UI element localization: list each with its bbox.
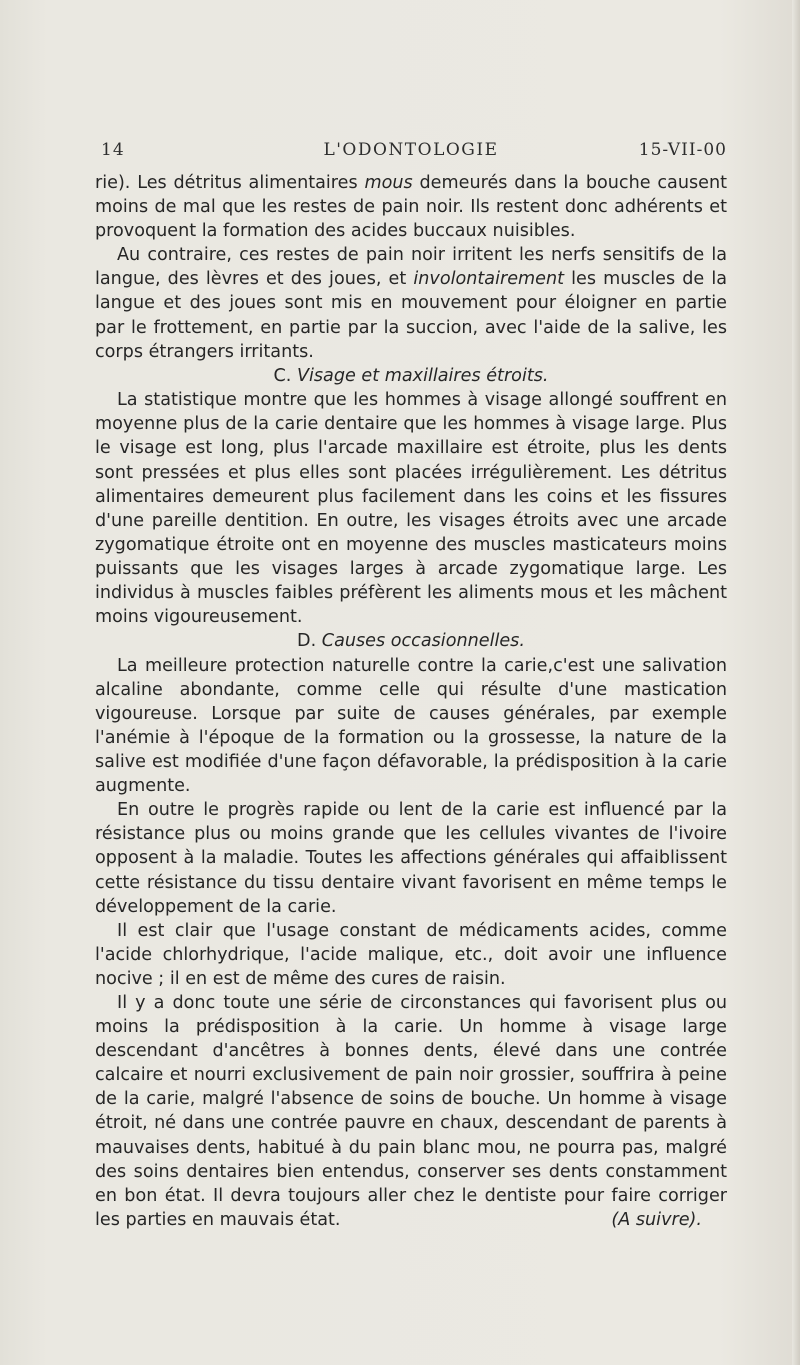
paragraph: Il y a donc toute une série de circonstances qui favorisent plus ou moins la prédisposition à la carie. Un homme à visage large descendant d'ancêtres à bonnes dents, élevé dans une contrée calcaire et nourri exclusivement de pain noir grossier, souffrira à peine de la carie, malgré l'absence de soins de bouche. Un homme à visage étroit, né dans une contrée pauvre en chaux, descendant de parents à mauvaises dents, habitué à du pain blanc mou, ne pourra pas, malgré des soins dentaires bien entendus, conserver ses dents constamment en bon état. Il devra toujours aller chez le dentiste pour faire corriger les parties en mauvais état. (A suivre).	[95, 991, 727, 1232]
journal-title: L'ODONTOLOGIE	[323, 140, 499, 160]
article-body	[95, 171, 727, 1232]
paragraph: Au contraire, ces restes de pain noir irritent les nerfs sensitifs de la langue, des lèvres et des joues, et involontairement les muscles de la langue et des joues sont mis en mouvement pour éloigner en partie par le frottement, en partie par la succion, avec l'aide de la salive, les corps étrangers irritants.	[95, 245, 727, 362]
paragraph-continued: rie). Les détritus alimentaires mous demeurés dans la bouche causent moins de mal que les restes de pain noir. Ils restent donc adhérents et provoquent la formation des acides buccaux nuisibles.	[95, 173, 728, 242]
running-header	[95, 140, 727, 166]
paragraph: La statistique montre que les hommes à visage allongé souffrent en moyenne plus de la carie dentaire que les hommes à visage large. Plus le visage est long, plus l'arcade maxillaire est étroite, plus les dents sont pressées et plus elles sont placées irrégulièrement. Les détritus alimentaires demeurent plus facilement dans les coins et les fissures d'une pareille dentition. En outre, les visages étroits avec une arcade zygomatique étroite ont en moyenne des muscles masticateurs moins puissants que les visages larges à arcade zygomatique large. Les individus à muscles faibles préfèrent les aliments mous et les mâchent moins vigoureusement.	[95, 390, 727, 628]
section-heading-c: C. Visage et maxillaires étroits.	[273, 365, 549, 386]
page-edge-shadow	[792, 0, 800, 1365]
issue-date: 15-VII-00	[638, 140, 727, 160]
paragraph: La meilleure protection naturelle contre la carie,c'est une salivation alcaline abondante, comme celle qui résulte d'une mastication vigoureuse. Lorsque par suite de causes générales, par exemple l'anémie à l'époque de la formation ou la grossesse, la nature de la salive est modifiée d'une façon défavorable, la prédisposition à la carie augmente.	[95, 655, 727, 797]
to-be-continued: (A suivre).	[611, 1209, 702, 1230]
paragraph: En outre le progrès rapide ou lent de la carie est influencé par la résistance plus ou moins grande que les cellules vivantes de l'ivoire opposent à la maladie. Toutes les affections générales qui affaiblissent cette résistance du tissu dentaire vivant favorisent en même temps le développement de la carie.	[95, 800, 727, 917]
paragraph: Il est clair que l'usage constant de médicaments acides, comme l'acide chlorhydrique, l'acide malique, etc., doit avoir une influence nocive ; il en est de même des cures de raisin.	[95, 920, 727, 989]
section-heading-d: D. Causes occasionnelles.	[297, 631, 525, 652]
page-number: 14	[101, 140, 125, 160]
